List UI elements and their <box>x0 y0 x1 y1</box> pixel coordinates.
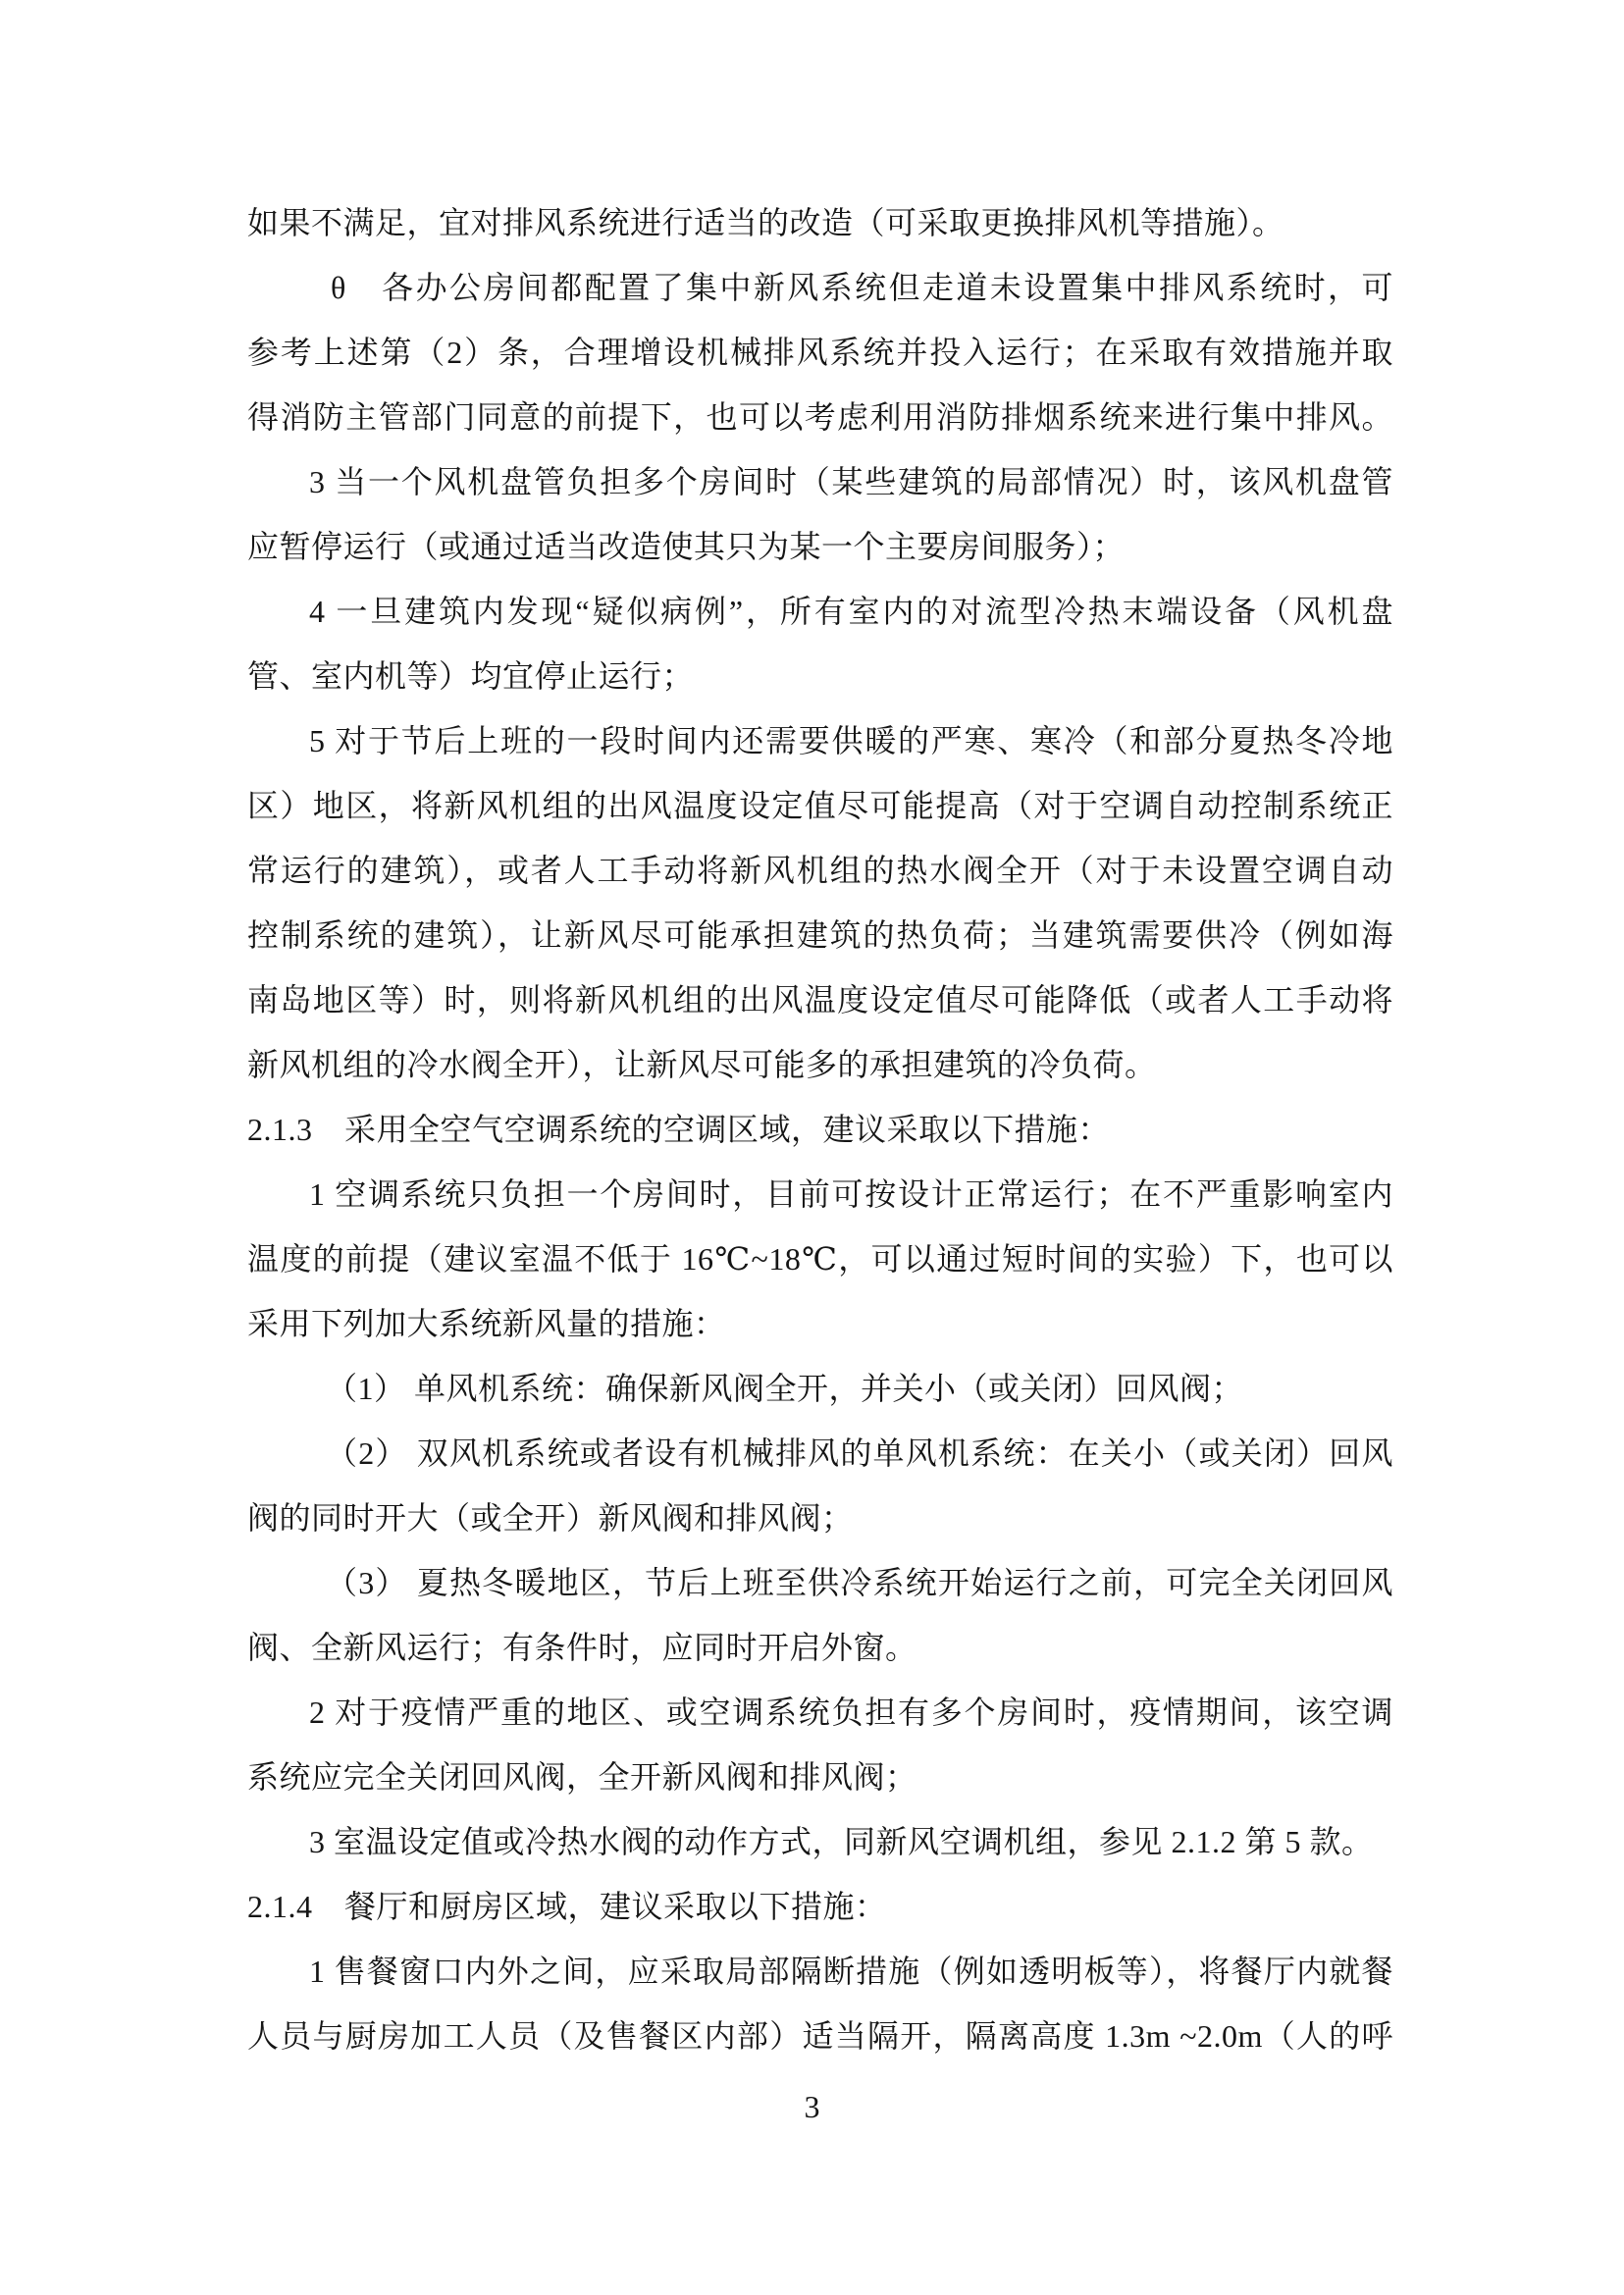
text-line: 控制系统的建筑），让新风尽可能承担建筑的热负荷；当建筑需要供冷（例如海 <box>247 917 1393 953</box>
text-line: 5 对于节后上班的一段时间内还需要供暖的严寒、寒冷（和部分夏热冬冷地 <box>309 723 1393 758</box>
text-line: （2） 双风机系统或者设有机械排风的单风机系统：在关小（或关闭）回风 <box>326 1435 1393 1471</box>
text-line: 1 售餐窗口内外之间，应采取局部隔断措施（例如透明板等），将餐厅内就餐 <box>309 1954 1393 1989</box>
section-heading-line: 2.1.3 采用全空气空调系统的空调区域，建议采取以下措施： <box>247 1112 1111 1147</box>
text-line: 2 对于疫情严重的地区、或空调系统负担有多个房间时，疫情期间，该空调 <box>309 1695 1393 1730</box>
text-line: 采用下列加大系统新风量的措施： <box>247 1306 726 1341</box>
text-line: 区）地区，将新风机组的出风温度设定值尽可能提高（对于空调自动控制系统正 <box>247 788 1393 823</box>
text-line: 管、室内机等）均宜停止运行； <box>247 658 695 694</box>
text-line: （3） 夏热冬暖地区，节后上班至供冷系统开始运行之前，可完全关闭回风 <box>326 1565 1393 1600</box>
text-line: （1） 单风机系统：确保新风阀全开，并关小（或关闭）回风阀； <box>326 1371 1244 1406</box>
section-heading-line: 2.1.4 餐厅和厨房区域，建议采取以下措施： <box>247 1889 887 1924</box>
text-line: 1 空调系统只负担一个房间时，目前可按设计正常运行；在不严重影响室内 <box>309 1176 1393 1212</box>
text-line: 阀的同时开大（或全开）新风阀和排风阀； <box>247 1500 854 1536</box>
text-line: 常运行的建筑），或者人工手动将新风机组的热水阀全开（对于未设置空调自动 <box>247 853 1393 888</box>
text-line: 3 当一个风机盘管负担多个房间时（某些建筑的局部情况）时，该风机盘管 <box>309 464 1393 499</box>
text-line: θ 各办公房间都配置了集中新风系统但走道未设置集中排风系统时，可 <box>331 270 1393 305</box>
text-line: 新风机组的冷水阀全开），让新风尽可能多的承担建筑的冷负荷。 <box>247 1047 1157 1082</box>
text-line: 应暂停运行（或通过适当改造使其只为某一个主要房间服务）； <box>247 529 1126 564</box>
text-line: 人员与厨房加工人员（及售餐区内部）适当隔开，隔离高度 1.3m ~2.0m（人的呼 <box>247 2018 1393 2054</box>
text-line: 参考上述第（2）条，合理增设机械排风系统并投入运行；在采取有效措施并取 <box>247 335 1393 370</box>
page-number: 3 <box>804 2089 820 2124</box>
text-line: 如果不满足，宜对排风系统进行适当的改造（可采取更换排风机等措施）。 <box>247 205 1284 240</box>
text-line: 南岛地区等）时，则将新风机组的出风温度设定值尽可能降低（或者人工手动将 <box>247 982 1393 1017</box>
text-line: 阀、全新风运行；有条件时，应同时开启外窗。 <box>247 1630 917 1665</box>
text-line: 3 室温设定值或冷热水阀的动作方式，同新风空调机组，参见 2.1.2 第 5 款。 <box>309 1824 1374 1859</box>
text-line: 温度的前提（建议室温不低于 16℃~18℃，可以通过短时间的实验）下，也可以 <box>247 1241 1393 1277</box>
text-line: 系统应完全关闭回风阀，全开新风阀和排风阀； <box>247 1759 917 1795</box>
text-line: 4 一旦建筑内发现“疑似病例”，所有室内的对流型冷热末端设备（风机盘 <box>309 594 1393 629</box>
text-line: 得消防主管部门同意的前提下，也可以考虑利用消防排烟系统来进行集中排风。 <box>247 399 1393 435</box>
document-body <box>247 190 1393 2068</box>
